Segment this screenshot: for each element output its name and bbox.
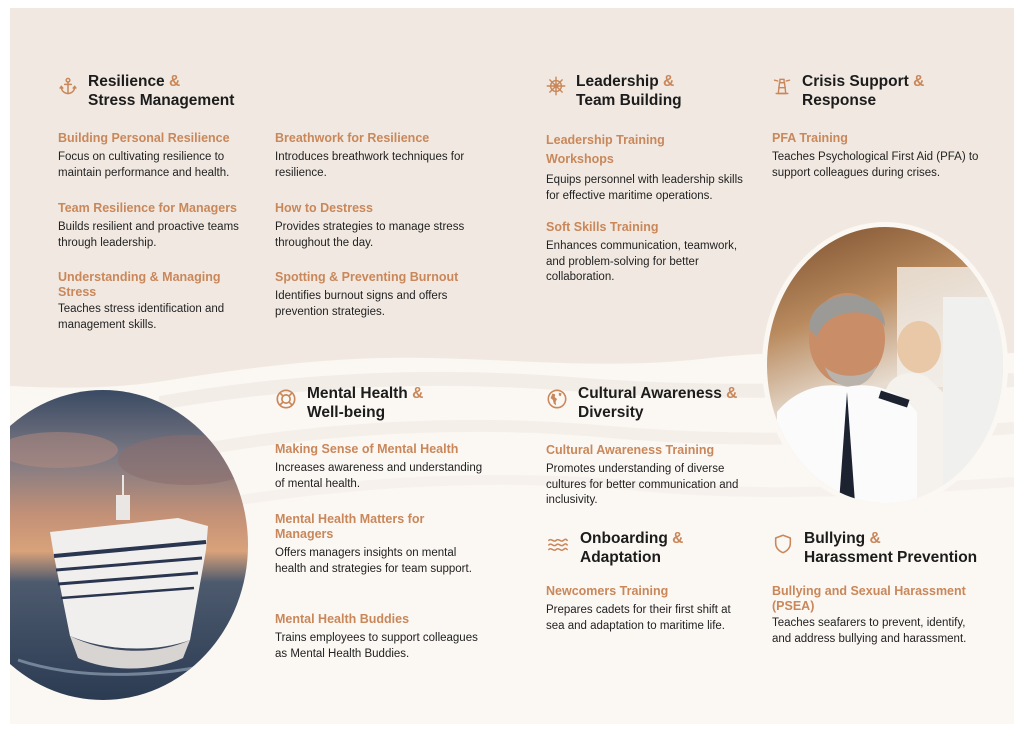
waves-icon <box>546 533 570 555</box>
item-description: Teaches Psychological First Aid (PFA) to support colleagues during crises. <box>772 151 979 179</box>
list-item <box>546 220 746 286</box>
section-title: Bullying <box>804 530 866 547</box>
item-description: Provides strategies to manage stress throughout the day. <box>275 221 465 249</box>
list-item <box>58 131 253 181</box>
ampersand: & <box>726 385 738 402</box>
resilience-heading <box>58 72 234 110</box>
section-title: Leadership <box>576 73 659 90</box>
section-title-2: Adaptation <box>580 549 661 566</box>
list-item <box>772 584 987 647</box>
item-description: Enhances communication, teamwork, and problem-solving for better collaboration. <box>546 240 738 283</box>
section-title-2: Diversity <box>578 404 644 421</box>
section-title: Onboarding <box>580 530 668 547</box>
section-title-2: Team Building <box>576 92 682 109</box>
bullying-heading <box>772 529 977 567</box>
item-description: Trains employees to support colleagues as Mental Health Buddies. <box>275 632 478 660</box>
section-title-2: Response <box>802 92 877 109</box>
item-description: Focus on cultivating resilience to maintain performance and health. <box>58 151 230 179</box>
item-title: Cultural Awareness Training <box>546 443 715 457</box>
captain-photo <box>762 222 1008 508</box>
lifebuoy-icon <box>275 388 297 410</box>
brochure-page <box>10 8 1014 724</box>
item-description: Identifies burnout signs and offers prevention strategies. <box>275 290 448 318</box>
onboarding-heading <box>546 529 683 567</box>
list-item <box>58 270 253 333</box>
item-description: Prepares cadets for their first shift at sea and adaptation to maritime life. <box>546 604 731 632</box>
section-title: Cultural Awareness <box>578 385 722 402</box>
section-title-2: Stress Management <box>88 92 235 109</box>
ampersand: & <box>672 530 684 547</box>
item-title: Leadership Training Workshops <box>546 133 665 166</box>
list-item <box>546 443 746 509</box>
item-description: Promotes understanding of diverse cultures for better communication and inclusivity. <box>546 463 739 506</box>
ampersand: & <box>169 73 181 90</box>
item-description: Introduces breathwork techniques for resilience. <box>275 151 465 179</box>
section-title-2: Well-being <box>307 404 386 421</box>
item-title: Mental Health Matters for Managers <box>275 512 425 541</box>
item-title: How to Destress <box>275 201 373 215</box>
list-item <box>275 512 485 577</box>
item-description: Teaches stress identification and management skills. <box>58 303 225 331</box>
list-item <box>275 201 480 251</box>
ship-wheel-icon <box>546 76 566 96</box>
crisis-heading <box>772 72 924 110</box>
list-item <box>546 131 746 204</box>
section-title: Resilience <box>88 73 165 90</box>
section-title: Crisis Support <box>802 73 909 90</box>
item-title: Understanding & Managing Stress <box>58 270 221 299</box>
item-title: PFA Training <box>772 131 848 145</box>
list-item <box>275 131 480 181</box>
list-item <box>275 442 485 492</box>
ampersand: & <box>913 73 925 90</box>
item-description: Offers managers insights on mental health and strategies for team support. <box>275 547 472 575</box>
item-title: Soft Skills Training <box>546 220 659 234</box>
ampersand: & <box>412 385 424 402</box>
list-item <box>772 131 982 181</box>
item-title: Newcomers Training <box>546 584 669 598</box>
item-title: Bullying and Sexual Harassment (PSEA) <box>772 584 966 613</box>
item-title: Breathwork for Resilience <box>275 131 430 145</box>
item-description: Increases awareness and understanding of mental health. <box>275 462 483 490</box>
item-title: Spotting & Preventing Burnout <box>275 270 459 284</box>
anchor-icon <box>58 76 78 96</box>
item-title: Mental Health Buddies <box>275 612 410 626</box>
shield-icon <box>772 533 794 555</box>
lighthouse-icon <box>772 76 792 96</box>
leadership-heading <box>546 72 682 110</box>
item-description: Equips personnel with leadership skills for effective maritime operations. <box>546 174 743 202</box>
list-item <box>58 201 253 251</box>
ampersand: & <box>663 73 675 90</box>
item-title: Building Personal Resilience <box>58 131 230 145</box>
section-title: Mental Health <box>307 385 408 402</box>
item-title: Team Resilience for Managers <box>58 201 238 215</box>
globe-icon <box>546 388 568 410</box>
item-title: Making Sense of Mental Health <box>275 442 459 456</box>
item-description: Builds resilient and proactive teams through leadership. <box>58 221 239 249</box>
list-item <box>275 270 480 320</box>
ampersand: & <box>869 530 881 547</box>
list-item <box>275 612 485 662</box>
item-description: Teaches seafarers to prevent, identify, and address bullying and harassment. <box>772 617 967 645</box>
cultural-heading <box>546 384 737 422</box>
mental-heading <box>275 384 423 422</box>
section-title-2: Harassment Prevention <box>804 549 978 566</box>
list-item <box>546 584 746 634</box>
